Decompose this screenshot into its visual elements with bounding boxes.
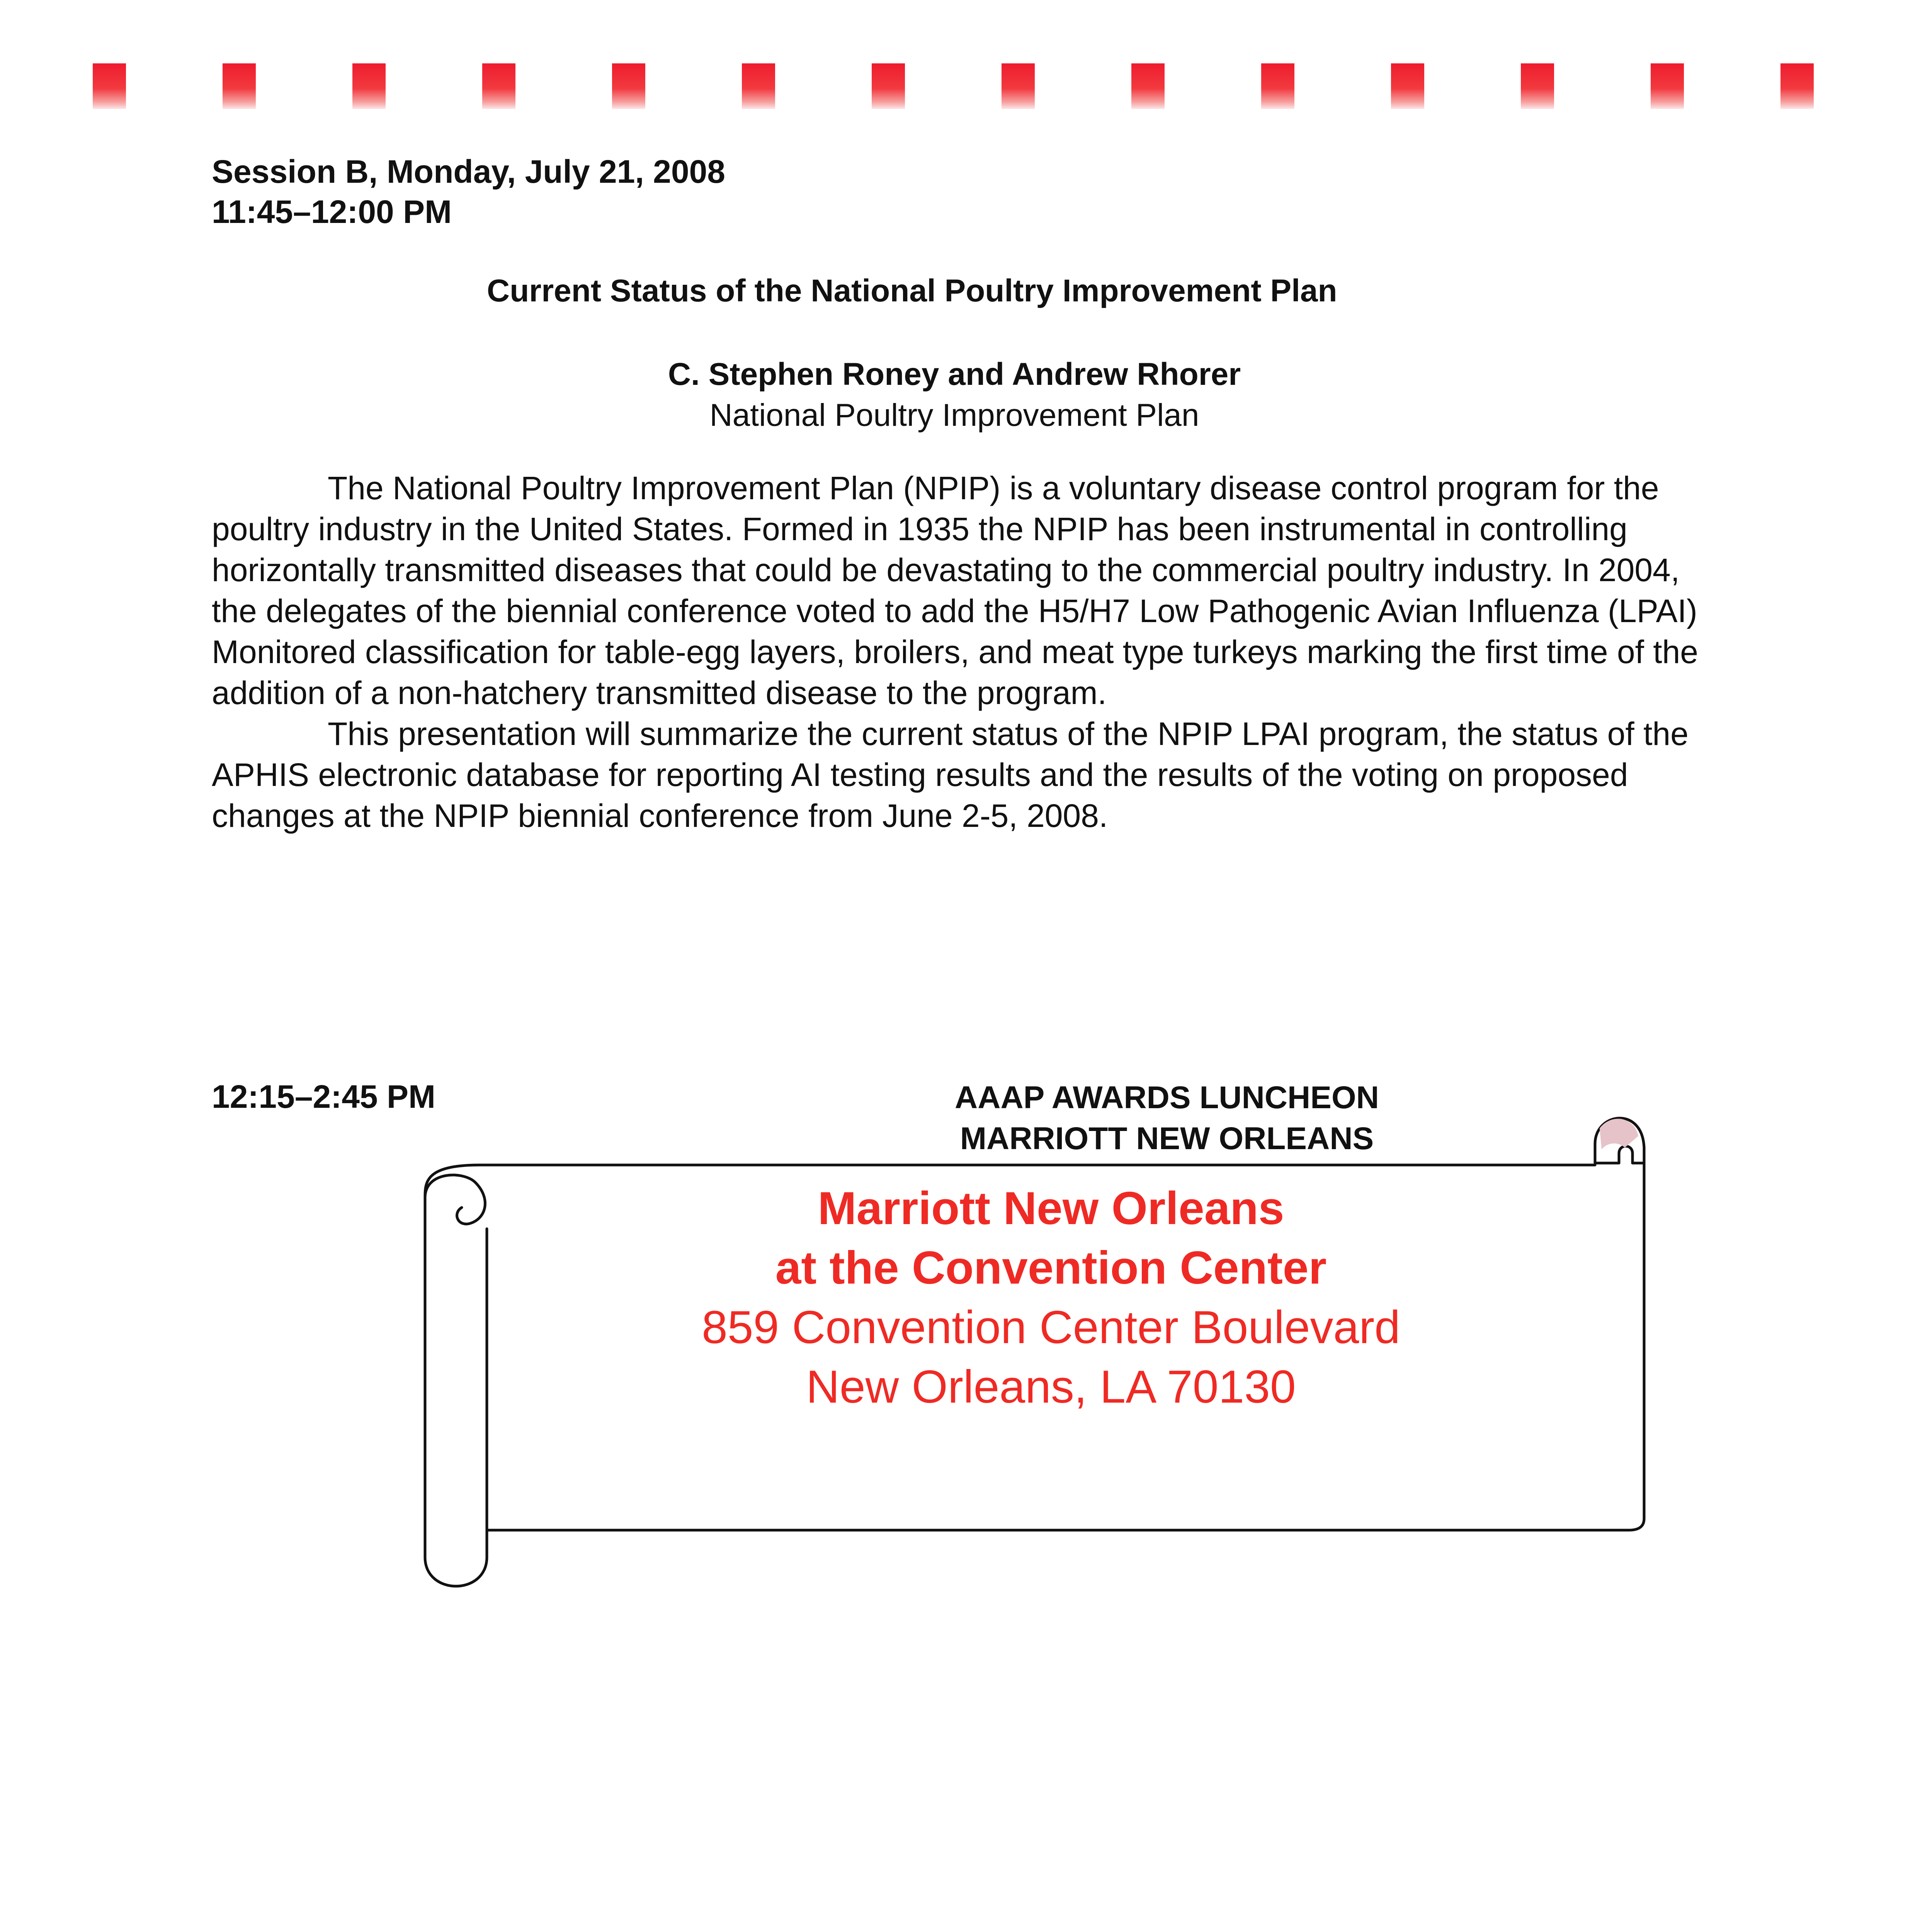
luncheon-title-line: MARRIOTT NEW ORLEANS (960, 1121, 1374, 1156)
venue-address-block (580, 1179, 1522, 1417)
venue-address: New Orleans, LA 70130 (806, 1361, 1296, 1413)
talk-affiliation: National Poultry Improvement Plan (709, 398, 1199, 433)
luncheon-title-line: AAAP AWARDS LUNCHEON (955, 1080, 1379, 1115)
abstract-paragraph: The National Poultry Improvement Plan (NPIP) is a voluntary disease control program for the poultry industry in the United States. Formed in 1935 the NPIP has been instrumental in controlling horizontally transmitted diseases that could be devastating to the commercial poultry industry. In 2004, the delegates of the biennial conference voted to add the H5/H7 Low Pathogenic Avian Influenza (LPAI) Monitored classification for table-egg layers, broilers, and meat type turkeys marking the first time of the addition of a non-hatchery transmitted disease to the program. (212, 470, 1699, 711)
venue-name: Marriott New Orleans (818, 1182, 1284, 1234)
venue-address: 859 Convention Center Boulevard (702, 1301, 1400, 1353)
venue-name: at the Convention Center (775, 1242, 1327, 1294)
session-heading: Session B, Monday, July 21, 2008 (212, 153, 725, 190)
abstract-paragraph: This presentation will summarize the current status of the NPIP LPAI program, the status of the APHIS electronic database for reporting AI testing results and the results of the voting on proposed changes at the NPIP biennial conference from June 2-5, 2008. (212, 716, 1689, 834)
talk-title: Current Status of the National Poultry Improvement Plan (487, 273, 1337, 308)
talk-authors: C. Stephen Roney and Andrew Rhorer (668, 357, 1241, 392)
luncheon-time: 12:15–2:45 PM (212, 1078, 436, 1115)
session-time: 11:45–12:00 PM (212, 194, 452, 230)
